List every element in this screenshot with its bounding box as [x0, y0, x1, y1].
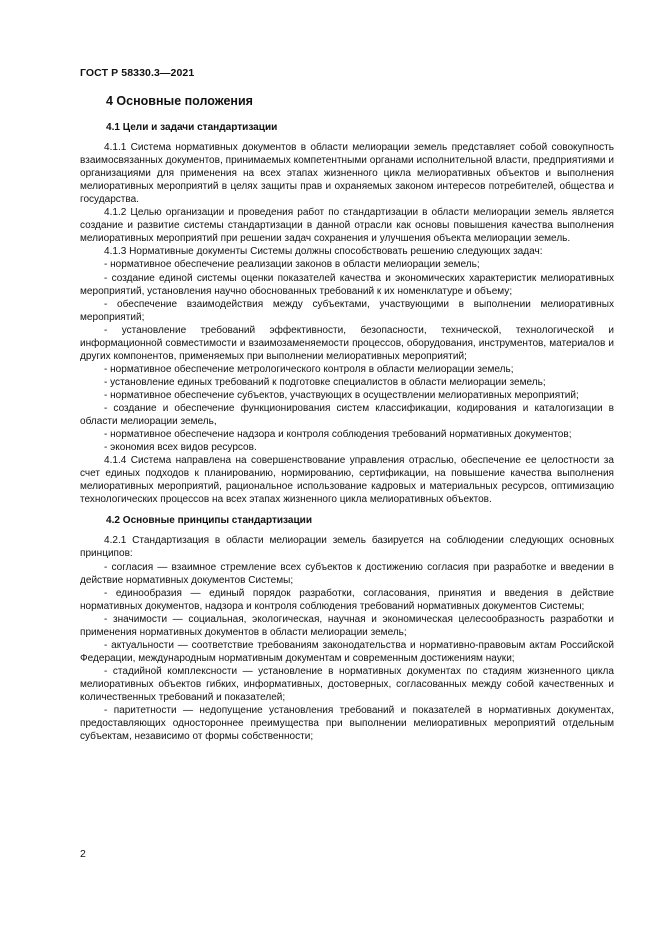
subsection-title: 4.2 Основные принципы стандартизации: [106, 515, 313, 527]
section-title: 4 Основные положения: [106, 94, 253, 108]
page-number: 2: [80, 848, 86, 860]
paragraph: 4.1.4 Система направлена на совершенствование управления отраслью, обеспечение ее целостности за счет единых подходов к планированию, нормированию, сертификации, на повышение качества выполнения мелиоративных мероприятий, рациональное использование кадровых и материальных ресурсов, оптимизацию технологических процессов на всех этапах жизненного цикла мелиоративных объектов.: [80, 455, 614, 506]
list-item: - согласия — взаимное стремление всех субъектов к достижению согласия при разработке и введении в действие нормативных документов Системы;: [80, 561, 614, 586]
list-item: - установление единых требований к подготовке специалистов в области мелиорации земель;: [104, 376, 546, 388]
list-item: - паритетности — недопущение установления требований и показателей в нормативных документах, предоставляющих одностороннее преимущества при выполнении мелиоративных мероприятий отдельным субъектам, независимо от формы собственности;: [80, 705, 614, 743]
list-item: - значимости — социальная, экологическая, научная и экономическая целесообразность разработки и применения нормативных документов в области мелиорации земель;: [80, 613, 614, 638]
list-item: - стадийной комплексности — установление в нормативных документах по стадиям жизненного цикла мелиоративных объектов гибких, информативных, достоверных, согласованных между собой качественных и количественных требований и показателей;: [80, 665, 614, 703]
document-body: [80, 121, 614, 743]
standard-code-header: ГОСТ Р 58330.3—2021: [80, 67, 195, 79]
list-item: - единообразия — единый порядок разработки, согласования, принятия и введения в действие нормативных документов, надзора и контроля соблюдения требований нормативных документов Системы;: [80, 587, 614, 612]
list-item: - нормативное обеспечение реализации законов в области мелиорации земель;: [104, 259, 480, 271]
paragraph: 4.1.2 Целью организации и проведения работ по стандартизации в области мелиорации земель является создание и развитие системы стандартизации в данной отрасли как основы повышения качества выполнения мелиоративных мероприятий при решении задач сохранения и улучшения объекта мелиорации земель.: [80, 207, 614, 245]
paragraph: 4.1.3 Нормативные документы Системы должны способствовать решению следующих задач:: [104, 246, 543, 258]
list-item: - установление требований эффективности, безопасности, технической, технологической и информационной совместимости и взаимозаменяемости процессов, оборудования, инструментов, материалов и других компонентов, применяемых при выполнении мелиоративных мероприятий;: [80, 324, 614, 362]
list-item: - нормативное обеспечение метрологического контроля в области мелиорации земель;: [104, 363, 514, 375]
list-item: - создание и обеспечение функционирования систем классификации, кодирования и каталогизации в области мелиорации земель,: [80, 402, 614, 428]
list-item: - экономия всех видов ресурсов.: [104, 442, 257, 454]
list-item: - актуальности — соответствие требованиям законодательства и нормативно-правовым актам Российской Федерации, международным нормативным документам и современным достижениям науки;: [80, 639, 614, 664]
paragraph: 4.2.1 Стандартизация в области мелиорации земель базируется на соблюдении следующих основных принципов:: [80, 535, 614, 560]
list-item: - нормативное обеспечение субъектов, участвующих в осуществлении мелиоративных мероприятий;: [104, 389, 579, 401]
list-item: - создание единой системы оценки показателей качества и экономических характеристик мелиоративных мероприятий, установления научно обоснованных требований к их номенклатуре и объему;: [80, 272, 614, 297]
paragraph: 4.1.1 Система нормативных документов в области мелиорации земель представляет собой совокупность взаимосвязанных документов, принимаемых компетентными органами исполнительной власти, предприятиями и организациями для применения на всех этапах жизненного цикла мелиоративных объектов и выполнения мелиоративных мероприятий в целях защиты прав и охраняемых законом интересов потребителей, общества и государства.: [80, 142, 614, 206]
list-item: - нормативное обеспечение надзора и контроля соблюдения требований нормативных документов;: [104, 429, 572, 441]
subsection-title: 4.1 Цели и задачи стандартизации: [106, 122, 278, 133]
list-item: - обеспечение взаимодействия между субъектами, участвующими в выполнении мелиоративных мероприятий;: [80, 298, 614, 323]
